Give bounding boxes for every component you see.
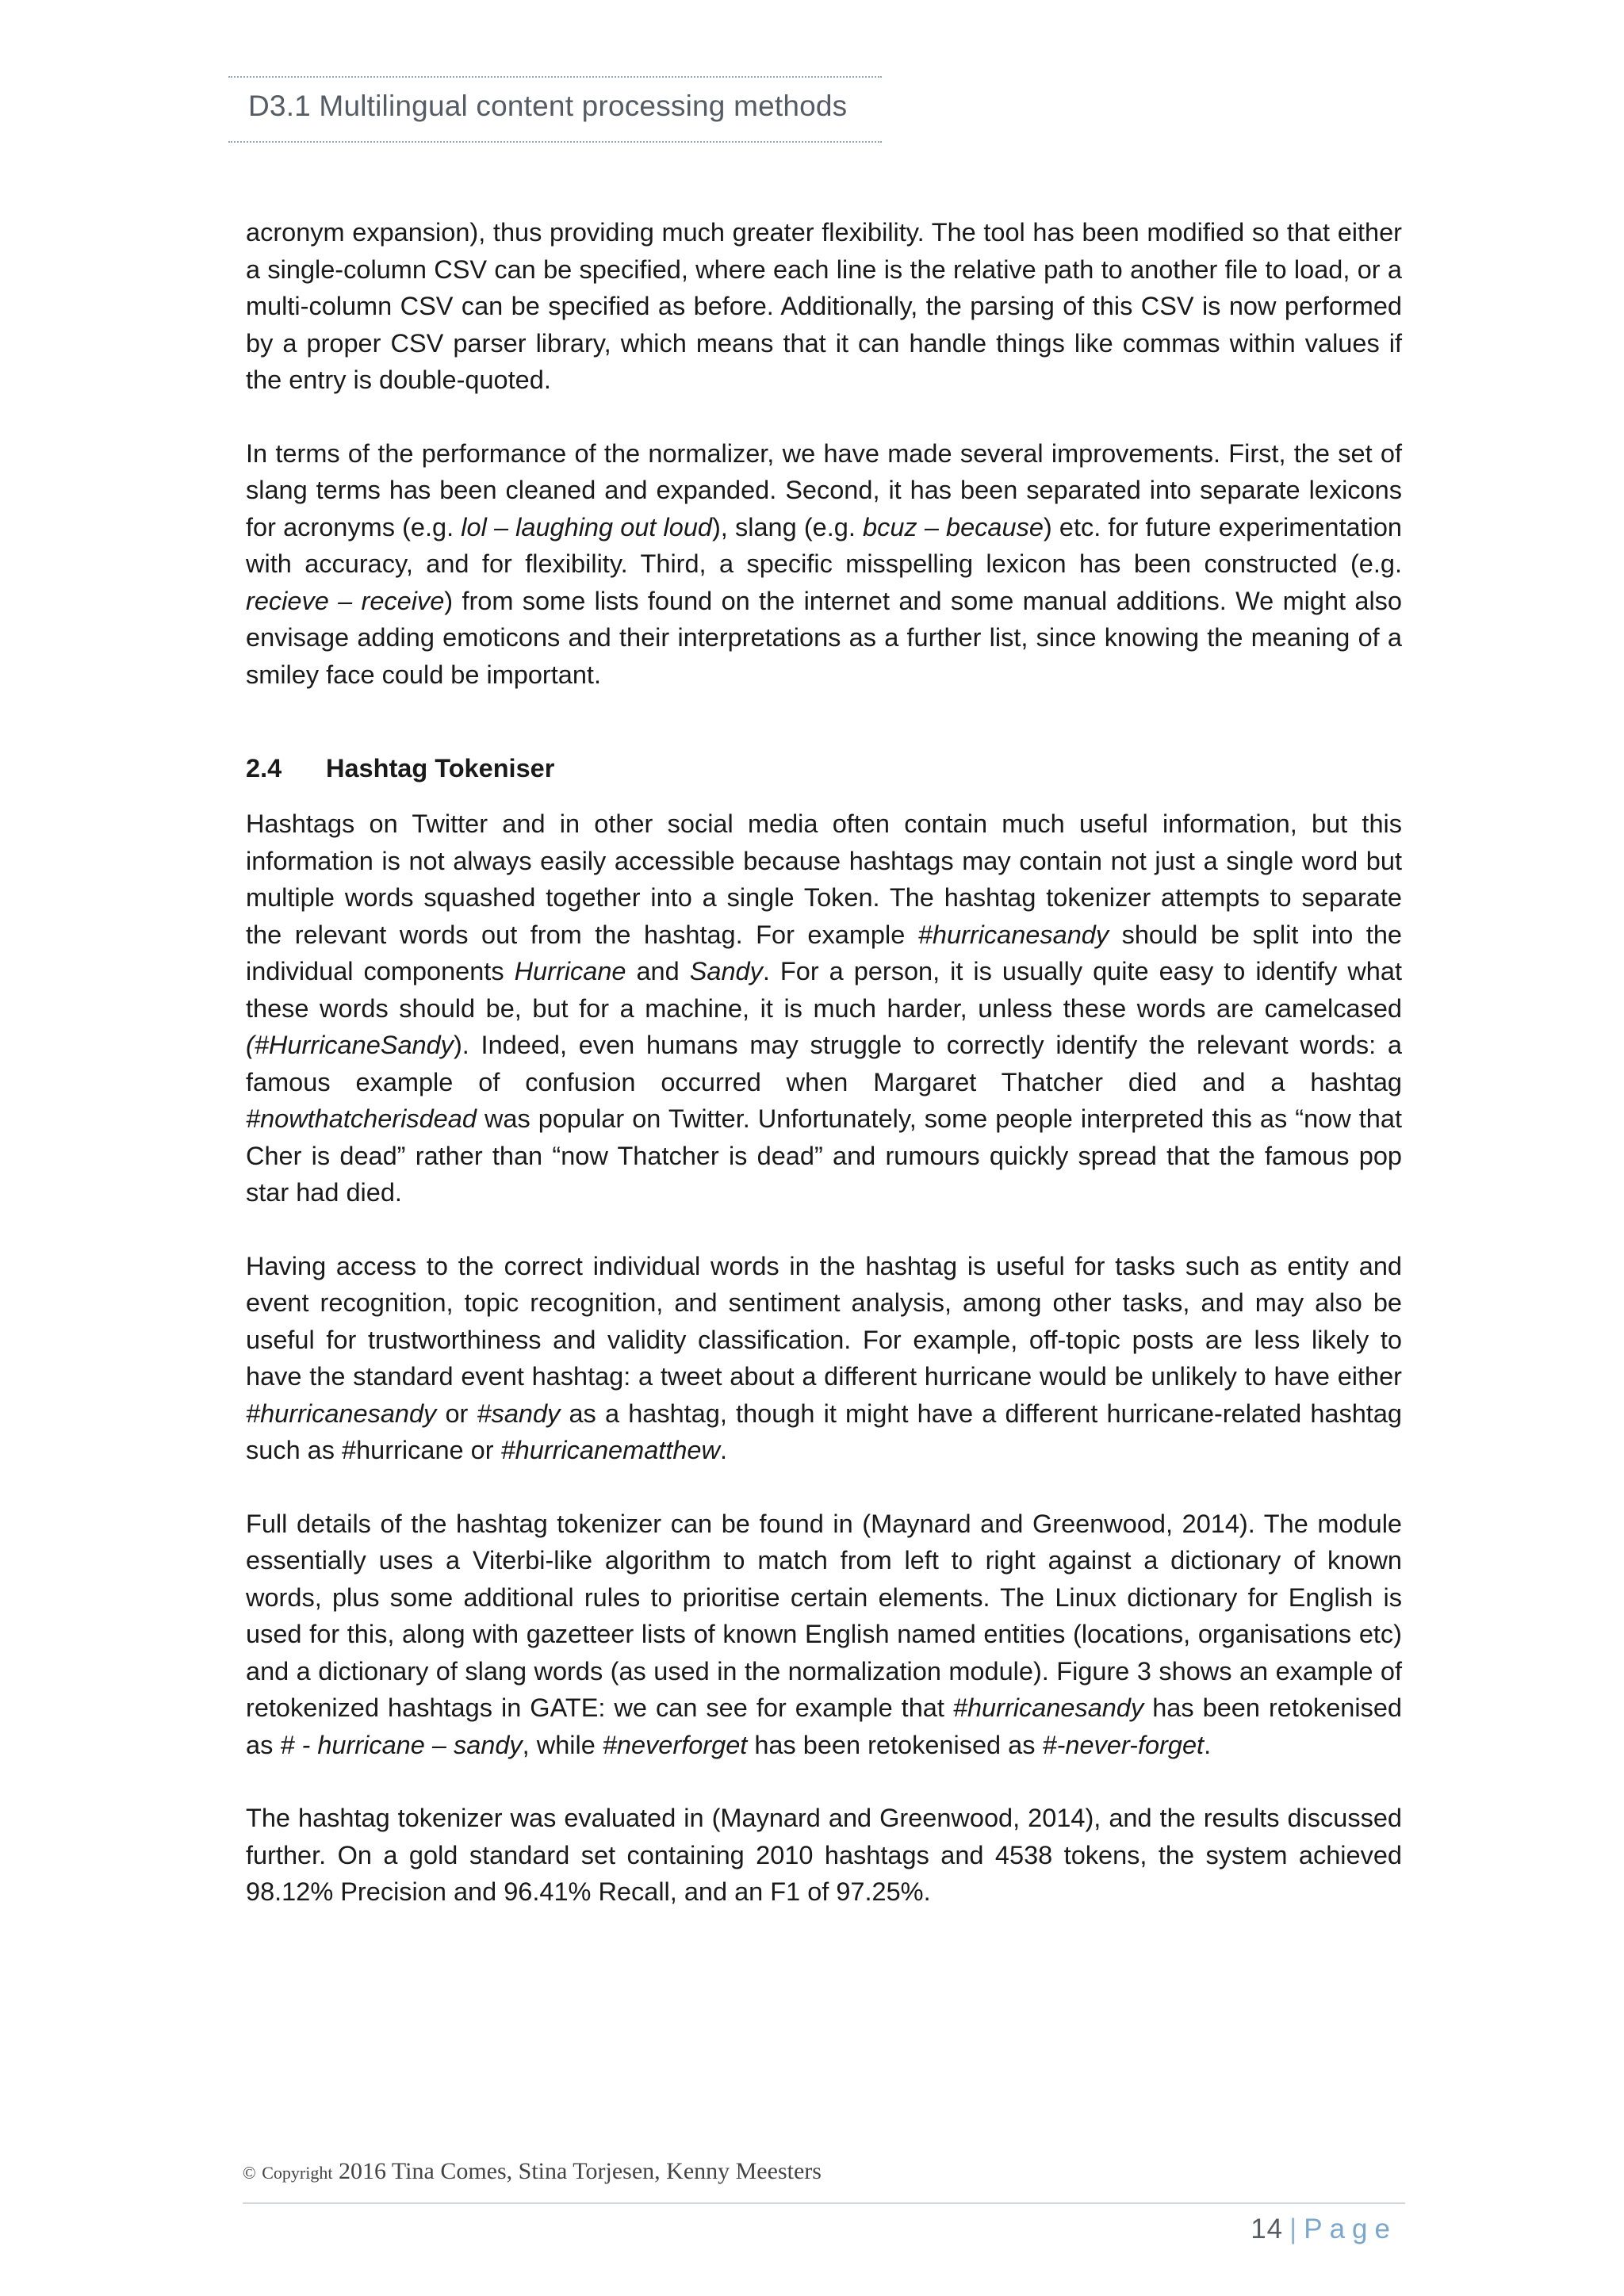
italic-hashtag: #hurricanesandy	[952, 1693, 1144, 1722]
italic-hashtag: #hurricanesandy	[917, 920, 1109, 949]
text-run: Hashtags on Twitter and in other social media often contain much useful information, but this information is not always easily accessible because hashtags may contain not just a single word but multiple words squashed together into a single Token. The hashtag tokenizer attempts to separate the relevant words out from the hashtag. For example	[246, 809, 1402, 949]
text-run: and	[626, 957, 690, 985]
section-heading	[246, 750, 1402, 786]
text-run: as a hashtag, though it might have a different hurricane-related hashtag such as #hurricane or	[246, 1399, 1402, 1464]
italic-word: Sandy	[689, 957, 763, 985]
italic-hashtag: #neverforget	[602, 1730, 748, 1759]
text-run: , while	[522, 1730, 603, 1759]
paragraph-hashtags-intro	[246, 806, 1402, 1211]
text-run: ) from some lists found on the internet and some manual additions. We might also envisage adding emoticons and their interpretations as a further list, since knowing the meaning of a smiley face could be important.	[246, 586, 1403, 689]
italic-word: Hurricane	[514, 957, 626, 985]
header-bottom-rule	[228, 141, 882, 143]
text-run: .	[719, 1436, 727, 1464]
text-run: or	[436, 1399, 477, 1428]
page-number	[1251, 2214, 1397, 2245]
paragraph-normalizer-performance	[246, 435, 1402, 694]
running-header-title: D3.1 Multilingual content processing methods	[248, 90, 848, 122]
paragraph-evaluation: The hashtag tokenizer was evaluated in (Maynard and Greenwood, 2014), and the results discussed further. On a gold standard set containing 2010 hashtags and 4538 tokens, the system achieved 98.12% Precision and 96.41% Recall, and an F1 of 97.25%.	[246, 1804, 1402, 1906]
text-run: In terms of the performance of the normalizer, we have made several improvements. First, the set of slang terms has been cleaned and expanded. Second, it has been separated into separate lexicons for acronyms (e.g.	[246, 438, 1402, 541]
italic-hashtag: #sandy	[477, 1399, 561, 1428]
italic-hashtag: #-never-forget	[1042, 1730, 1205, 1759]
page-number-value: 14	[1251, 2214, 1284, 2244]
paragraph-hashtag-usefulness	[246, 1248, 1402, 1469]
page-word: Page	[1304, 2214, 1397, 2244]
text-run: ). Indeed, even humans may struggle to correctly identify the relevant words: a famous example of confusion occurred when Margaret Thatcher died and a hashtag	[246, 1031, 1402, 1096]
italic-example: bcuz – because	[863, 512, 1044, 541]
text-run: Having access to the correct individual words in the hashtag is useful for tasks such as entity and event recognition, topic recognition, and sentiment analysis, among other tasks, and may also be useful for trustworthiness and validity classification. For example, off-topic posts are less likely to have the standard event hashtag: a tweet about a different hurricane would be unlikely to have either	[246, 1251, 1402, 1391]
footer-rule	[243, 2202, 1405, 2204]
text-run: should be split into the individual components	[246, 920, 1402, 985]
italic-hashtag: # - hurricane – sandy	[280, 1730, 523, 1759]
italic-example: recieve – receive	[246, 586, 445, 615]
page-body	[246, 214, 1402, 1911]
copyright-text: 2016 Tina Comes, Stina Torjesen, Kenny Meesters	[338, 2158, 822, 2184]
text-run: ), slang (e.g.	[711, 512, 864, 541]
text-run: . For a person, it is usually quite easy to identify what these words should be, but for a machine, it is much harder, unless these words are camelcased	[246, 957, 1402, 1023]
header-top-rule	[228, 76, 882, 78]
italic-hashtag: #hurricanesandy	[246, 1399, 437, 1428]
italic-hashtag: #nowthatcherisdead	[246, 1104, 477, 1133]
footer-copyright	[243, 2158, 822, 2185]
text-run: has been retokenised as	[747, 1730, 1043, 1759]
text-run: .	[1204, 1730, 1212, 1759]
text-run: was popular on Twitter. Unfortunately, some people interpreted this as “now that Cher is dead” rather than “now Thatcher is dead” and rumours quickly spread that the famous pop star had died.	[246, 1104, 1402, 1207]
section-title: Hashtag Tokeniser	[326, 754, 555, 783]
text-run: ) etc. for future experimentation with accuracy, and for flexibility. Third, a specific misspelling lexicon has been constructed (e.g.	[246, 512, 1402, 578]
italic-hashtag: #hurricanematthew	[500, 1436, 720, 1464]
copyright-word: Copyright	[262, 2163, 333, 2183]
page-separator: |	[1289, 2214, 1298, 2244]
copyright-symbol: ©	[243, 2163, 256, 2183]
section-number: 2.4	[246, 754, 282, 783]
italic-example: lol – laughing out loud	[461, 512, 712, 541]
text-run: has been retokenised as	[246, 1693, 1402, 1759]
paragraph-tokenizer-details	[246, 1506, 1402, 1764]
paragraph-acronym-expansion: acronym expansion), thus providing much greater flexibility. The tool has been modified so that either a single-column CSV can be specified, where each line is the relative path to another file to load, or a multi-column CSV can be specified as before. Additionally, the parsing of this CSV is now performed by a proper CSV parser library, which means that it can handle things like commas within values if the entry is double-quoted.	[246, 218, 1402, 394]
text-run: Full details of the hashtag tokenizer can be found in (Maynard and Greenwood, 2014). The module essentially uses a Viterbi-like algorithm to match from left to right against a dictionary of known words, plus some additional rules to prioritise certain elements. The Linux dictionary for English is used for this, along with gazetteer lists of known English named entities (locations, organisations etc) and a dictionary of slang words (as used in the normalization module). Figure 3 shows an example of retokenized hashtags in GATE: we can see for example that	[246, 1509, 1402, 1722]
italic-hashtag: (#HurricaneSandy	[246, 1031, 454, 1059]
